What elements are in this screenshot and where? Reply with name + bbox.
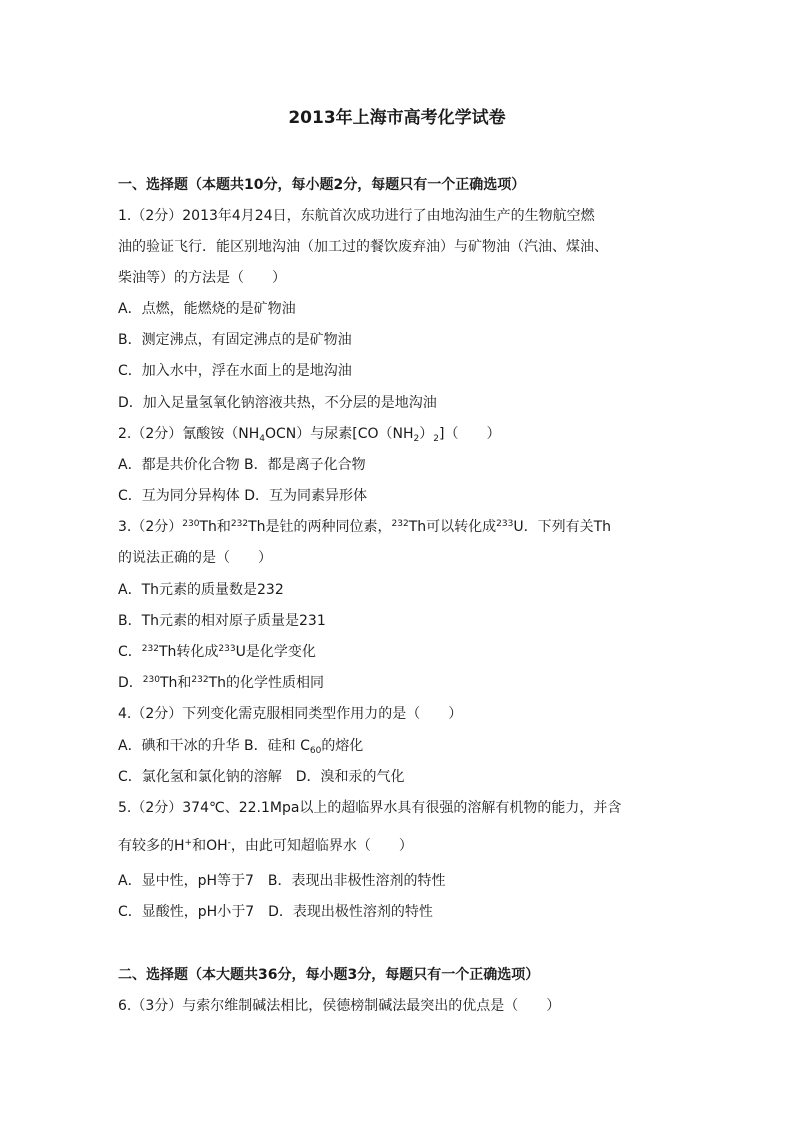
question-1-option-a: A．点燃，能燃烧的是矿物油 bbox=[118, 301, 296, 317]
q5-text-1: 有较多的H bbox=[118, 838, 185, 854]
question-3-option-d bbox=[118, 673, 718, 693]
q2-subscript-3: 2 bbox=[433, 434, 439, 444]
q3-text-1: 3.（2分） bbox=[118, 519, 183, 535]
question-5-line-1: 5.（2分）374℃、22.1Mpa以上的超临界水具有很强的溶解有机物的能力，并含 bbox=[118, 800, 622, 816]
question-3-option-b: B．Th元素的相对原子质量是231 bbox=[118, 613, 326, 629]
q3-mass-2: 232 bbox=[230, 519, 249, 529]
q3c-mass-1: 232 bbox=[141, 644, 159, 654]
question-4-options-ab bbox=[118, 736, 718, 756]
q3d-text-3: Th的化学性质相同 bbox=[208, 675, 325, 691]
question-1-option-d: D．加入足量氢氧化钠溶液共热，不分层的是地沟油 bbox=[118, 395, 437, 411]
q3d-text-1: D． bbox=[118, 675, 143, 691]
q4ab-text-1: A．碘和干冰的升华 B．硅和 C bbox=[118, 738, 310, 754]
question-2-stem bbox=[118, 424, 718, 444]
q5-text-2: 和OH bbox=[192, 838, 228, 854]
question-5-options-ab: A．显中性，pH等于7 B．表现出非极性溶剂的特性 bbox=[118, 873, 446, 889]
page-title: 2013年上海市高考化学试卷 bbox=[288, 108, 506, 128]
question-2-options-ab: A．都是共价化合物 B．都是离子化合物 bbox=[118, 457, 366, 473]
q3-text-5: U．下列有关Th bbox=[513, 519, 611, 535]
q4ab-subscript: 60 bbox=[309, 746, 322, 756]
q3-text-3: Th是钍的两种同位素， bbox=[248, 519, 392, 535]
q3-mass-4: 233 bbox=[496, 519, 514, 529]
q2-subscript-2: 2 bbox=[413, 434, 420, 444]
section-heading-2: 二、选择题（本大题共36分，每小题3分，每题只有一个正确选项） bbox=[118, 967, 540, 983]
q3c-text-1: C． bbox=[118, 644, 142, 660]
q3-mass-1: 230 bbox=[182, 519, 200, 529]
q3-mass-3: 232 bbox=[391, 519, 409, 529]
question-3-option-c bbox=[118, 642, 718, 662]
question-5-options-cd: C．显酸性，pH小于7 D．表现出极性溶剂的特性 bbox=[118, 904, 433, 920]
question-1-line-3: 柴油等）的方法是（ ） bbox=[118, 270, 286, 286]
q3c-text-2: Th转化成 bbox=[158, 644, 219, 660]
q3d-text-2: Th和 bbox=[159, 675, 192, 691]
q5-superscript-1: + bbox=[184, 838, 193, 848]
q2-text-2: OCN）与尿素[CO（NH bbox=[265, 426, 414, 442]
section-heading-1: 一、选择题（本题共10分，每小题2分，每题只有一个正确选项） bbox=[118, 177, 526, 193]
question-1-option-b: B．测定沸点，有固定沸点的是矿物油 bbox=[118, 332, 352, 348]
q3c-text-3: U是化学变化 bbox=[235, 644, 316, 660]
question-5-line-2 bbox=[118, 836, 718, 856]
q2-subscript-1: 4 bbox=[259, 434, 265, 444]
q3-text-4: Th可以转化成 bbox=[408, 519, 497, 535]
question-4-options-cd: C．氯化氢和氯化钠的溶解 D．溴和汞的气化 bbox=[118, 769, 405, 785]
question-3-option-a: A．Th元素的质量数是232 bbox=[118, 582, 284, 598]
question-1-line-2: 油的验证飞行．能区别地沟油（加工过的餐饮废弃油）与矿物油（汽油、煤油、 bbox=[118, 239, 608, 255]
question-6-stem: 6.（3分）与索尔维制碱法相比，侯德榜制碱法最突出的优点是（ ） bbox=[118, 998, 561, 1014]
question-3-line-1 bbox=[118, 517, 718, 537]
question-4-stem: 4.（2分）下列变化需克服相同类型作用力的是（ ） bbox=[118, 706, 463, 722]
q3c-mass-2: 233 bbox=[218, 644, 236, 654]
q3d-mass-2: 232 bbox=[191, 675, 209, 685]
question-1-option-c: C．加入水中，浮在水面上的是地沟油 bbox=[118, 363, 352, 379]
q5-superscript-2: - bbox=[227, 838, 231, 848]
q2-text-1: 2.（2分）氰酸铵（NH bbox=[118, 426, 260, 442]
question-2-options-cd: C．互为同分异构体 D．互为同素异形体 bbox=[118, 488, 368, 504]
q4ab-text-2: 的熔化 bbox=[321, 738, 364, 754]
q3d-mass-1: 230 bbox=[142, 675, 160, 685]
q3-text-2: Th和 bbox=[199, 519, 231, 535]
q2-text-4: ]（ ） bbox=[439, 426, 501, 442]
q5-text-3: ，由此可知超临界水（ ） bbox=[230, 838, 413, 854]
q2-text-3: ） bbox=[419, 426, 434, 442]
question-1-line-1: 1.（2分）2013年4月24日，东航首次成功进行了由地沟油生产的生物航空燃 bbox=[118, 208, 595, 224]
question-3-line-2: 的说法正确的是（ ） bbox=[118, 550, 272, 566]
